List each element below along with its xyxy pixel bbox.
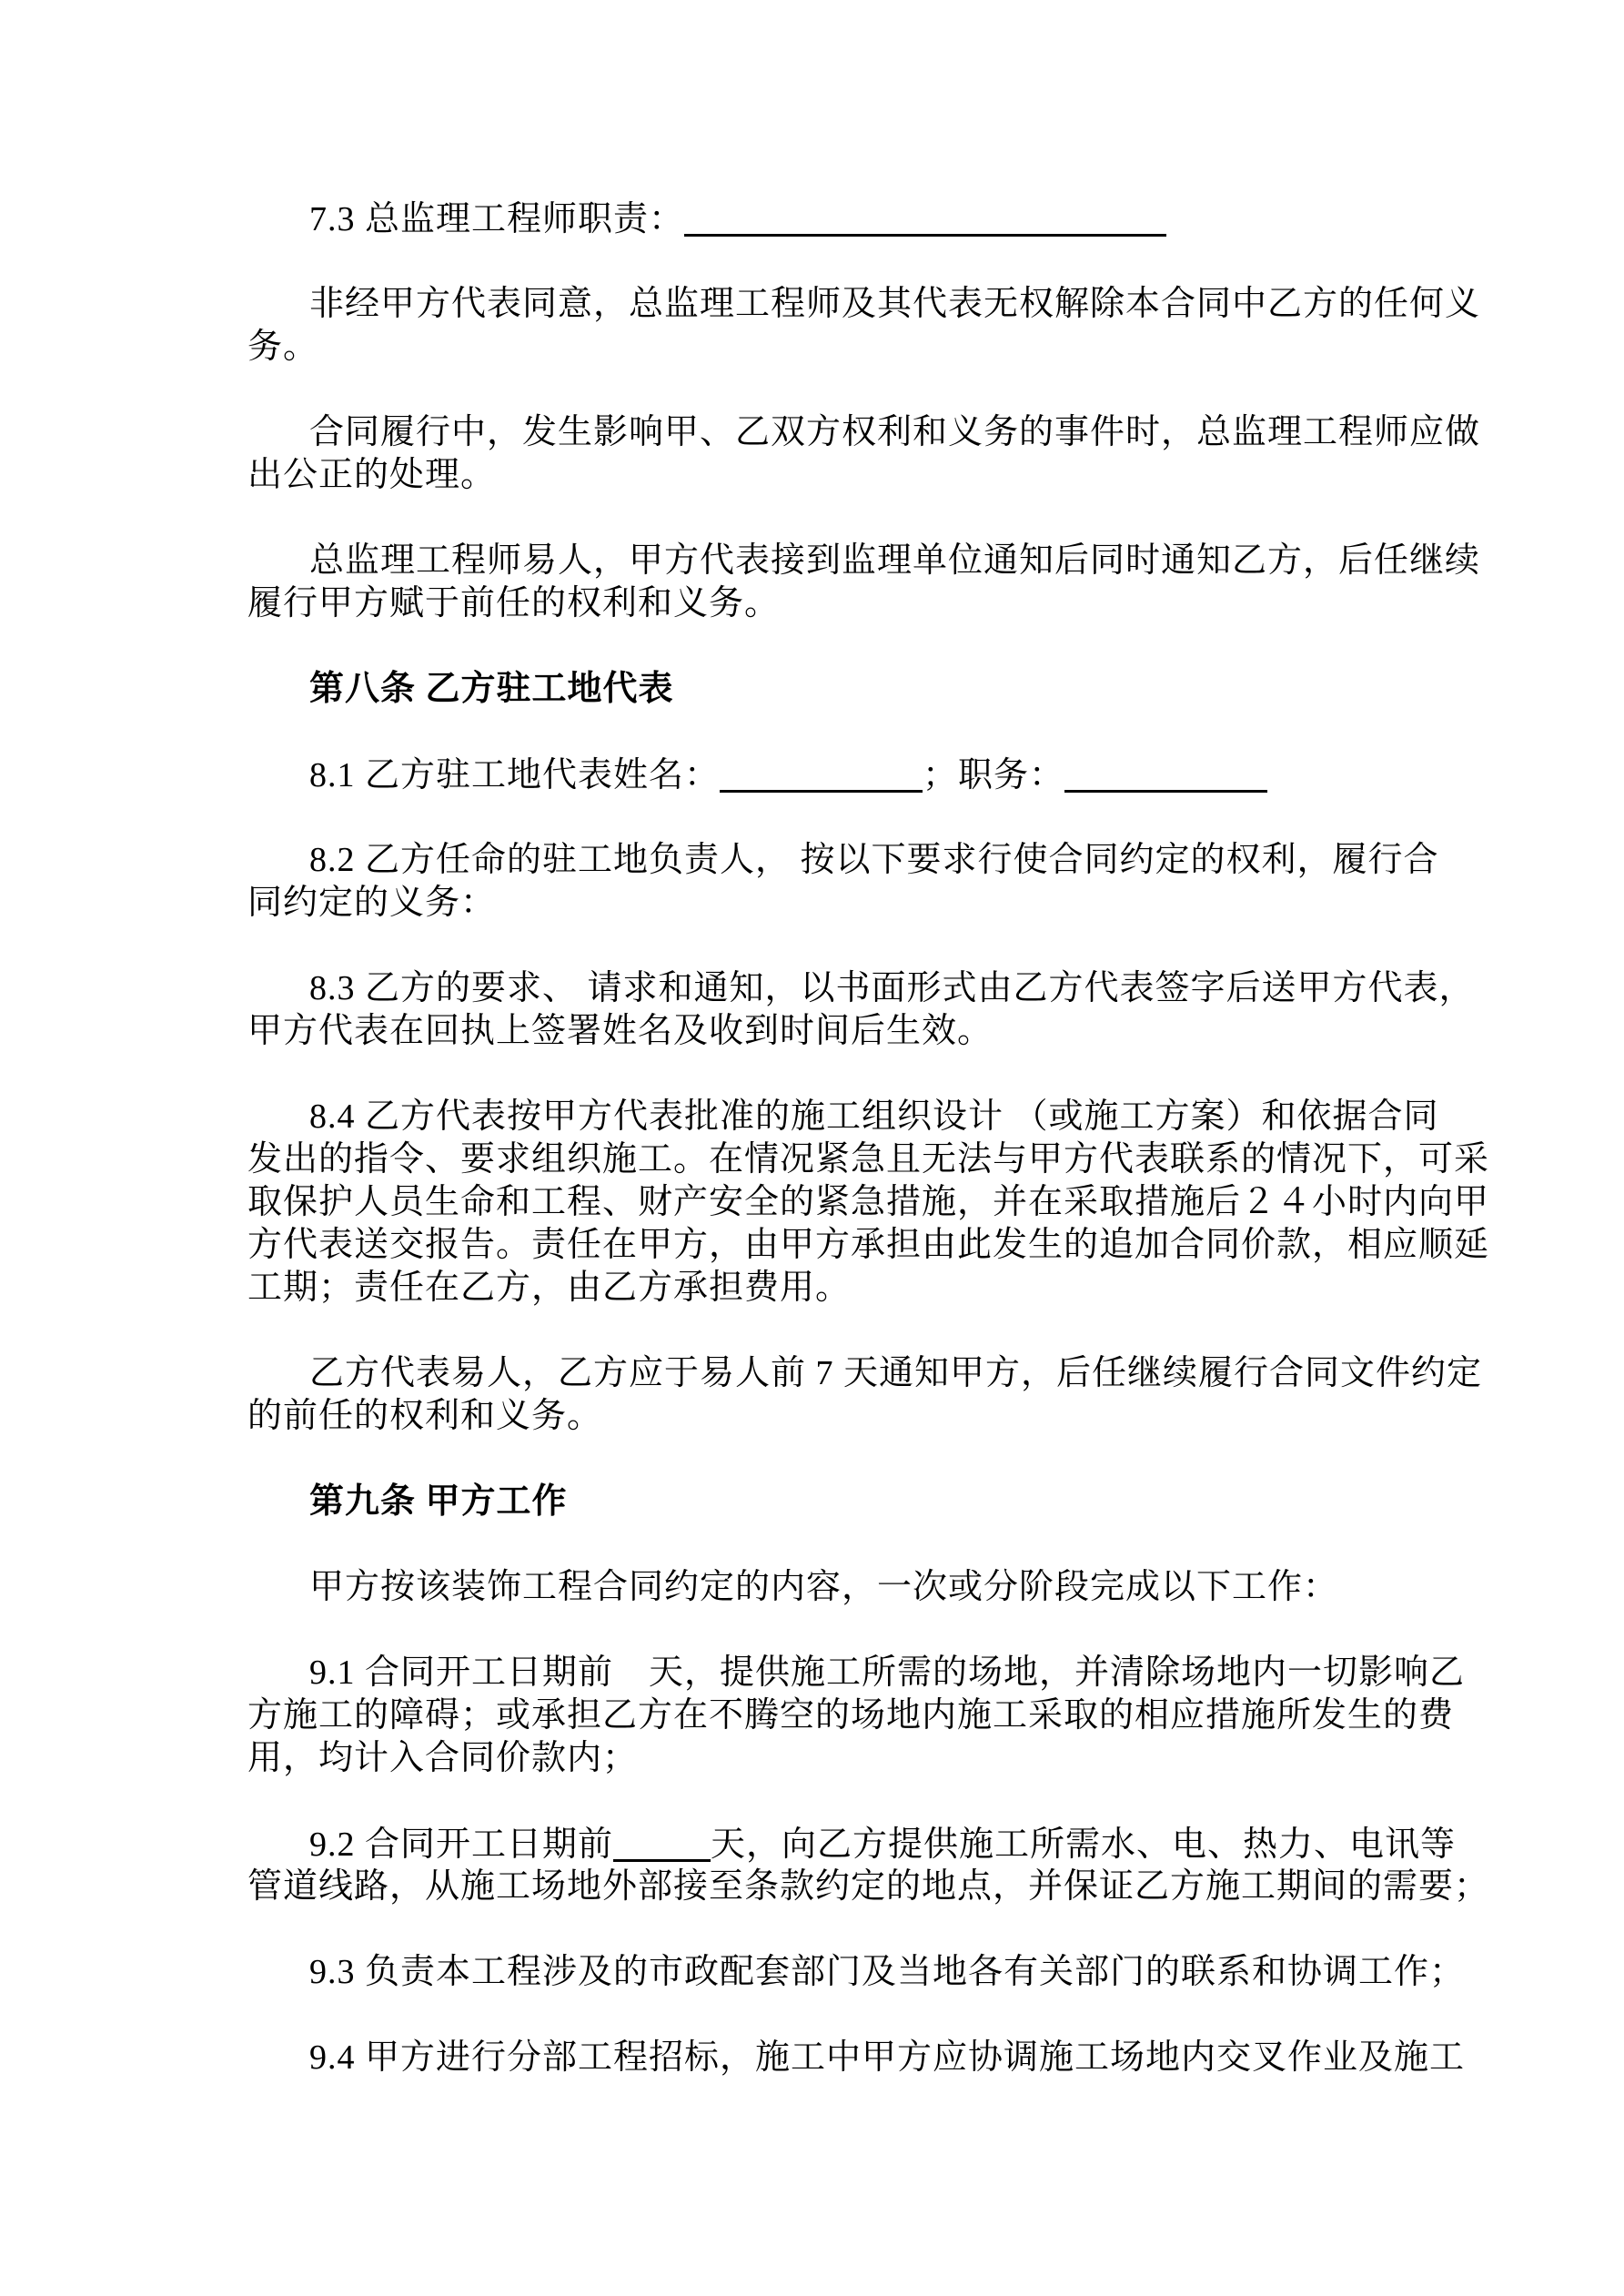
clause-9-1 [247, 1652, 1466, 1780]
blank-field-days [613, 1823, 711, 1862]
para-text: 用，均计入合同价款内； [247, 1739, 639, 1777]
clause-8-1-job-label: ；职务： [923, 756, 1065, 794]
para-line [247, 1096, 1439, 1138]
para-text: 出公正的处理。 [247, 456, 497, 494]
para-b-rep-change [247, 1352, 1483, 1438]
para-line [247, 411, 1481, 454]
para-text: 合同履行中，发生影响甲、乙双方权利和义务的事件时，总监理工程师应做 [309, 413, 1481, 451]
para-text: 甲方按该装饰工程合同约定的内容，一次或分阶段完成以下工作： [309, 1568, 1339, 1606]
para-text: 的前任的权利和义务。 [247, 1397, 603, 1435]
blank-field-supervisor-duty [684, 197, 1166, 237]
blank-field-rep-job [1064, 754, 1267, 793]
para-text: 总监理工程师易人，甲方代表接到监理单位通知后同时通知乙方，后任继续 [309, 541, 1481, 580]
para-line [247, 454, 1385, 497]
clause-7-3-line [247, 197, 1385, 240]
clause-8-2 [247, 839, 1439, 925]
para-line [247, 1652, 1466, 1694]
para-supervisor-fairness [247, 411, 1481, 497]
para-text: 8.4 乙方代表按甲方代表批准的施工组织设计 （或施工方案）和依据合同 [309, 1097, 1439, 1136]
para-line [247, 2037, 1466, 2079]
para-line [247, 1395, 1385, 1438]
clause-8-1 [247, 754, 1385, 796]
para-line [247, 1352, 1483, 1395]
clause-8-1-line [247, 754, 1385, 796]
para-line [247, 1138, 1490, 1181]
para-text: 方施工的障碍；或承担乙方在不腾空的场地内施工采取的相应措施所发生的费 [247, 1696, 1455, 1735]
article-9-title: 第九条 甲方工作 [309, 1482, 568, 1521]
para-text: 非经甲方代表同意，总监理工程师及其代表无权解除本合同中乙方的任何义 [309, 285, 1481, 323]
para-line [247, 1737, 1385, 1780]
para-line [247, 839, 1439, 882]
para-text: 9.4 甲方进行分部工程招标，施工中甲方应协调施工场地内交叉作业及施工 [309, 2038, 1466, 2077]
para-line [247, 882, 1385, 925]
para-a-work-intro [247, 1566, 1385, 1609]
heading-line [247, 1481, 1385, 1523]
para-line [247, 582, 1385, 625]
para-text: 9.3 负责本工程涉及的市政配套部门及当地各有关部门的联系和协调工作； [309, 1953, 1466, 1991]
clause-9-4 [247, 2037, 1466, 2079]
clause-7-3-label: 7.3 总监理工程师职责： [309, 200, 685, 238]
clause-9-2-prefix: 9.2 合同开工日期前 [309, 1826, 614, 1864]
clause-8-1-name-label: 8.1 乙方驻工地代表姓名： [309, 756, 721, 794]
para-text: 方代表送交报告。责任在甲方，由甲方承担由此发生的追加合同价款，相应顺延 [247, 1226, 1490, 1264]
clause-8-4 [247, 1096, 1490, 1310]
blank-field-rep-name [720, 754, 923, 793]
para-line [247, 1267, 1385, 1310]
para-line [247, 967, 1475, 1010]
para-line [247, 540, 1481, 582]
heading-line [247, 668, 1385, 711]
para-line [247, 283, 1481, 326]
para-line [247, 326, 1385, 369]
para-line [247, 1181, 1490, 1224]
para-text: 取保护人员生命和工程、财产安全的紧急措施，并在采取措施后２４小时内向甲 [247, 1183, 1490, 1221]
para-text: 工期；责任在乙方，由乙方承担费用。 [247, 1269, 852, 1307]
para-supervisor-replacement [247, 540, 1481, 625]
para-text: 管道线路，从施工场地外部接至条款约定的地点，并保证乙方施工期间的需要； [247, 1867, 1490, 1906]
clause-9-2 [247, 1823, 1490, 1908]
para-text: 务。 [247, 328, 319, 366]
para-line [247, 1566, 1385, 1609]
heading-article-9 [247, 1481, 1385, 1523]
article-8-title: 第八条 乙方驻工地代表 [309, 670, 674, 708]
clause-8-3 [247, 967, 1475, 1053]
clause-7-3 [247, 197, 1385, 240]
para-text: 同约定的义务： [247, 884, 497, 922]
para-text: 9.1 合同开工日期前 天，提供施工所需的场地，并清除场地内一切影响乙 [309, 1654, 1466, 1692]
para-line [247, 1951, 1466, 1994]
clause-9-2-line [247, 1823, 1457, 1866]
para-text: 8.3 乙方的要求、 请求和通知，以书面形式由乙方代表签字后送甲方代表， [309, 969, 1475, 1007]
para-text: 甲方代表在回执上签署姓名及收到时间后生效。 [247, 1012, 994, 1050]
para-supervisor-consent [247, 283, 1481, 369]
para-line [247, 1694, 1455, 1737]
document-content [247, 197, 1490, 2122]
para-line [247, 1010, 1385, 1053]
clause-9-2-suffix: 天，向乙方提供施工所需水、电、热力、电讯等 [711, 1826, 1457, 1864]
para-text: 乙方代表易人，乙方应于易人前 7 天通知甲方，后任继续履行合同文件约定 [309, 1354, 1483, 1392]
para-text: 履行甲方赋于前任的权利和义务。 [247, 584, 781, 622]
heading-article-8 [247, 668, 1385, 711]
para-text: 8.2 乙方任命的驻工地负责人， 按以下要求行使合同约定的权利，履行合 [309, 841, 1439, 879]
clause-9-3 [247, 1951, 1466, 1994]
para-text: 发出的指令、要求组织施工。在情况紧急且无法与甲方代表联系的情况下，可采 [247, 1140, 1490, 1178]
para-line [247, 1866, 1490, 1908]
para-line [247, 1224, 1490, 1267]
